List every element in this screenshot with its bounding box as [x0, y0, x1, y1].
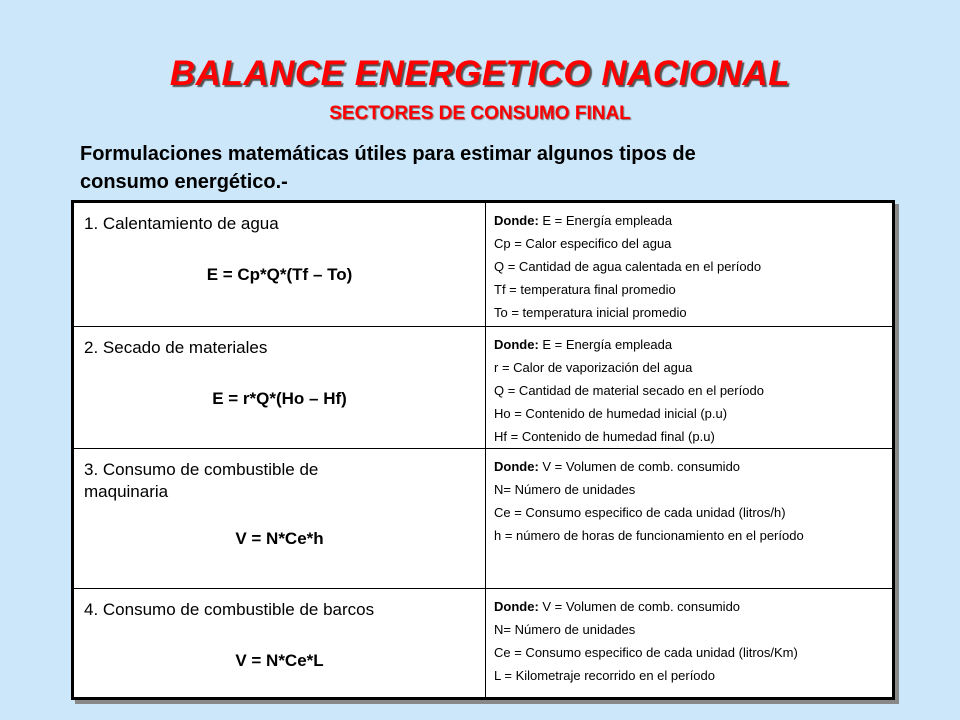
definition-line: Donde: E = Energía empleada: [494, 213, 673, 228]
table-row: [73, 449, 894, 589]
definitions-list: [486, 203, 892, 324]
page-subtitle: SECTORES DE CONSUMO FINAL: [329, 103, 631, 124]
formulas-table: [71, 200, 895, 700]
definition-line: Hf = Contenido de humedad final (p.u): [494, 429, 715, 444]
intro-line-1: Formulaciones matemáticas útiles para estimar algunos tipos de: [80, 143, 696, 165]
table-row: [73, 202, 894, 327]
intro-line-2: consumo energético.-: [80, 171, 288, 193]
definition-line: Cp = Calor especifico del agua: [494, 236, 672, 251]
definitions-list: [486, 327, 892, 448]
definitions-cell: [486, 449, 894, 589]
definitions-list: [486, 589, 892, 687]
definitions-cell: [486, 327, 894, 449]
formula-text: E = r*Q*(Ho – Hf): [212, 389, 347, 408]
definition-line: Donde: E = Energía empleada: [494, 337, 673, 352]
formula-text: V = N*Ce*L: [235, 651, 324, 670]
table-row: [73, 327, 894, 449]
definition-line: N= Número de unidades: [494, 482, 636, 497]
definition-line: Tf = temperatura final promedio: [494, 282, 676, 297]
formula-cell: [73, 449, 486, 589]
definitions-list: [486, 449, 892, 547]
donde-label: Donde:: [494, 337, 539, 352]
definitions-cell: [486, 589, 894, 699]
definition-line: h = número de horas de funcionamiento en el período: [494, 528, 804, 543]
definition-line: Q = Cantidad de material secado en el período: [494, 383, 764, 398]
definition-line: Donde: V = Volumen de comb. consumido: [494, 599, 741, 614]
item-name: 4. Consumo de combustible de barcos: [84, 600, 375, 619]
donde-label: Donde:: [494, 213, 539, 228]
intro-text: [80, 140, 880, 196]
donde-label: Donde:: [494, 599, 539, 614]
formula-cell: [73, 327, 486, 449]
donde-label: Donde:: [494, 459, 539, 474]
table-row: [73, 589, 894, 699]
definition-line: Ce = Consumo especifico de cada unidad (litros/h): [494, 505, 786, 520]
definition-line: To = temperatura inicial promedio: [494, 305, 687, 320]
formula-text: E = Cp*Q*(Tf – To): [206, 265, 353, 284]
definition-line: r = Calor de vaporización del agua: [494, 360, 693, 375]
definition-line: Ho = Contenido de humedad inicial (p.u): [494, 406, 728, 421]
item-name: 3. Consumo de combustible de maquinaria: [84, 460, 319, 501]
definition-line: N= Número de unidades: [494, 622, 636, 637]
formula-cell: [73, 202, 486, 327]
item-name: 2. Secado de materiales: [84, 338, 268, 357]
formula-cell: [73, 589, 486, 699]
item-name: 1. Calentamiento de agua: [84, 214, 279, 233]
definition-line: Donde: V = Volumen de comb. consumido: [494, 459, 741, 474]
definition-line: L = Kilometraje recorrido en el período: [494, 668, 715, 683]
definitions-cell: [486, 202, 894, 327]
formula-text: V = N*Ce*h: [235, 529, 324, 548]
definition-line: Q = Cantidad de agua calentada en el período: [494, 259, 762, 274]
page-title: BALANCE ENERGETICO NACIONAL: [169, 54, 791, 93]
definition-line: Ce = Consumo especifico de cada unidad (litros/Km): [494, 645, 798, 660]
